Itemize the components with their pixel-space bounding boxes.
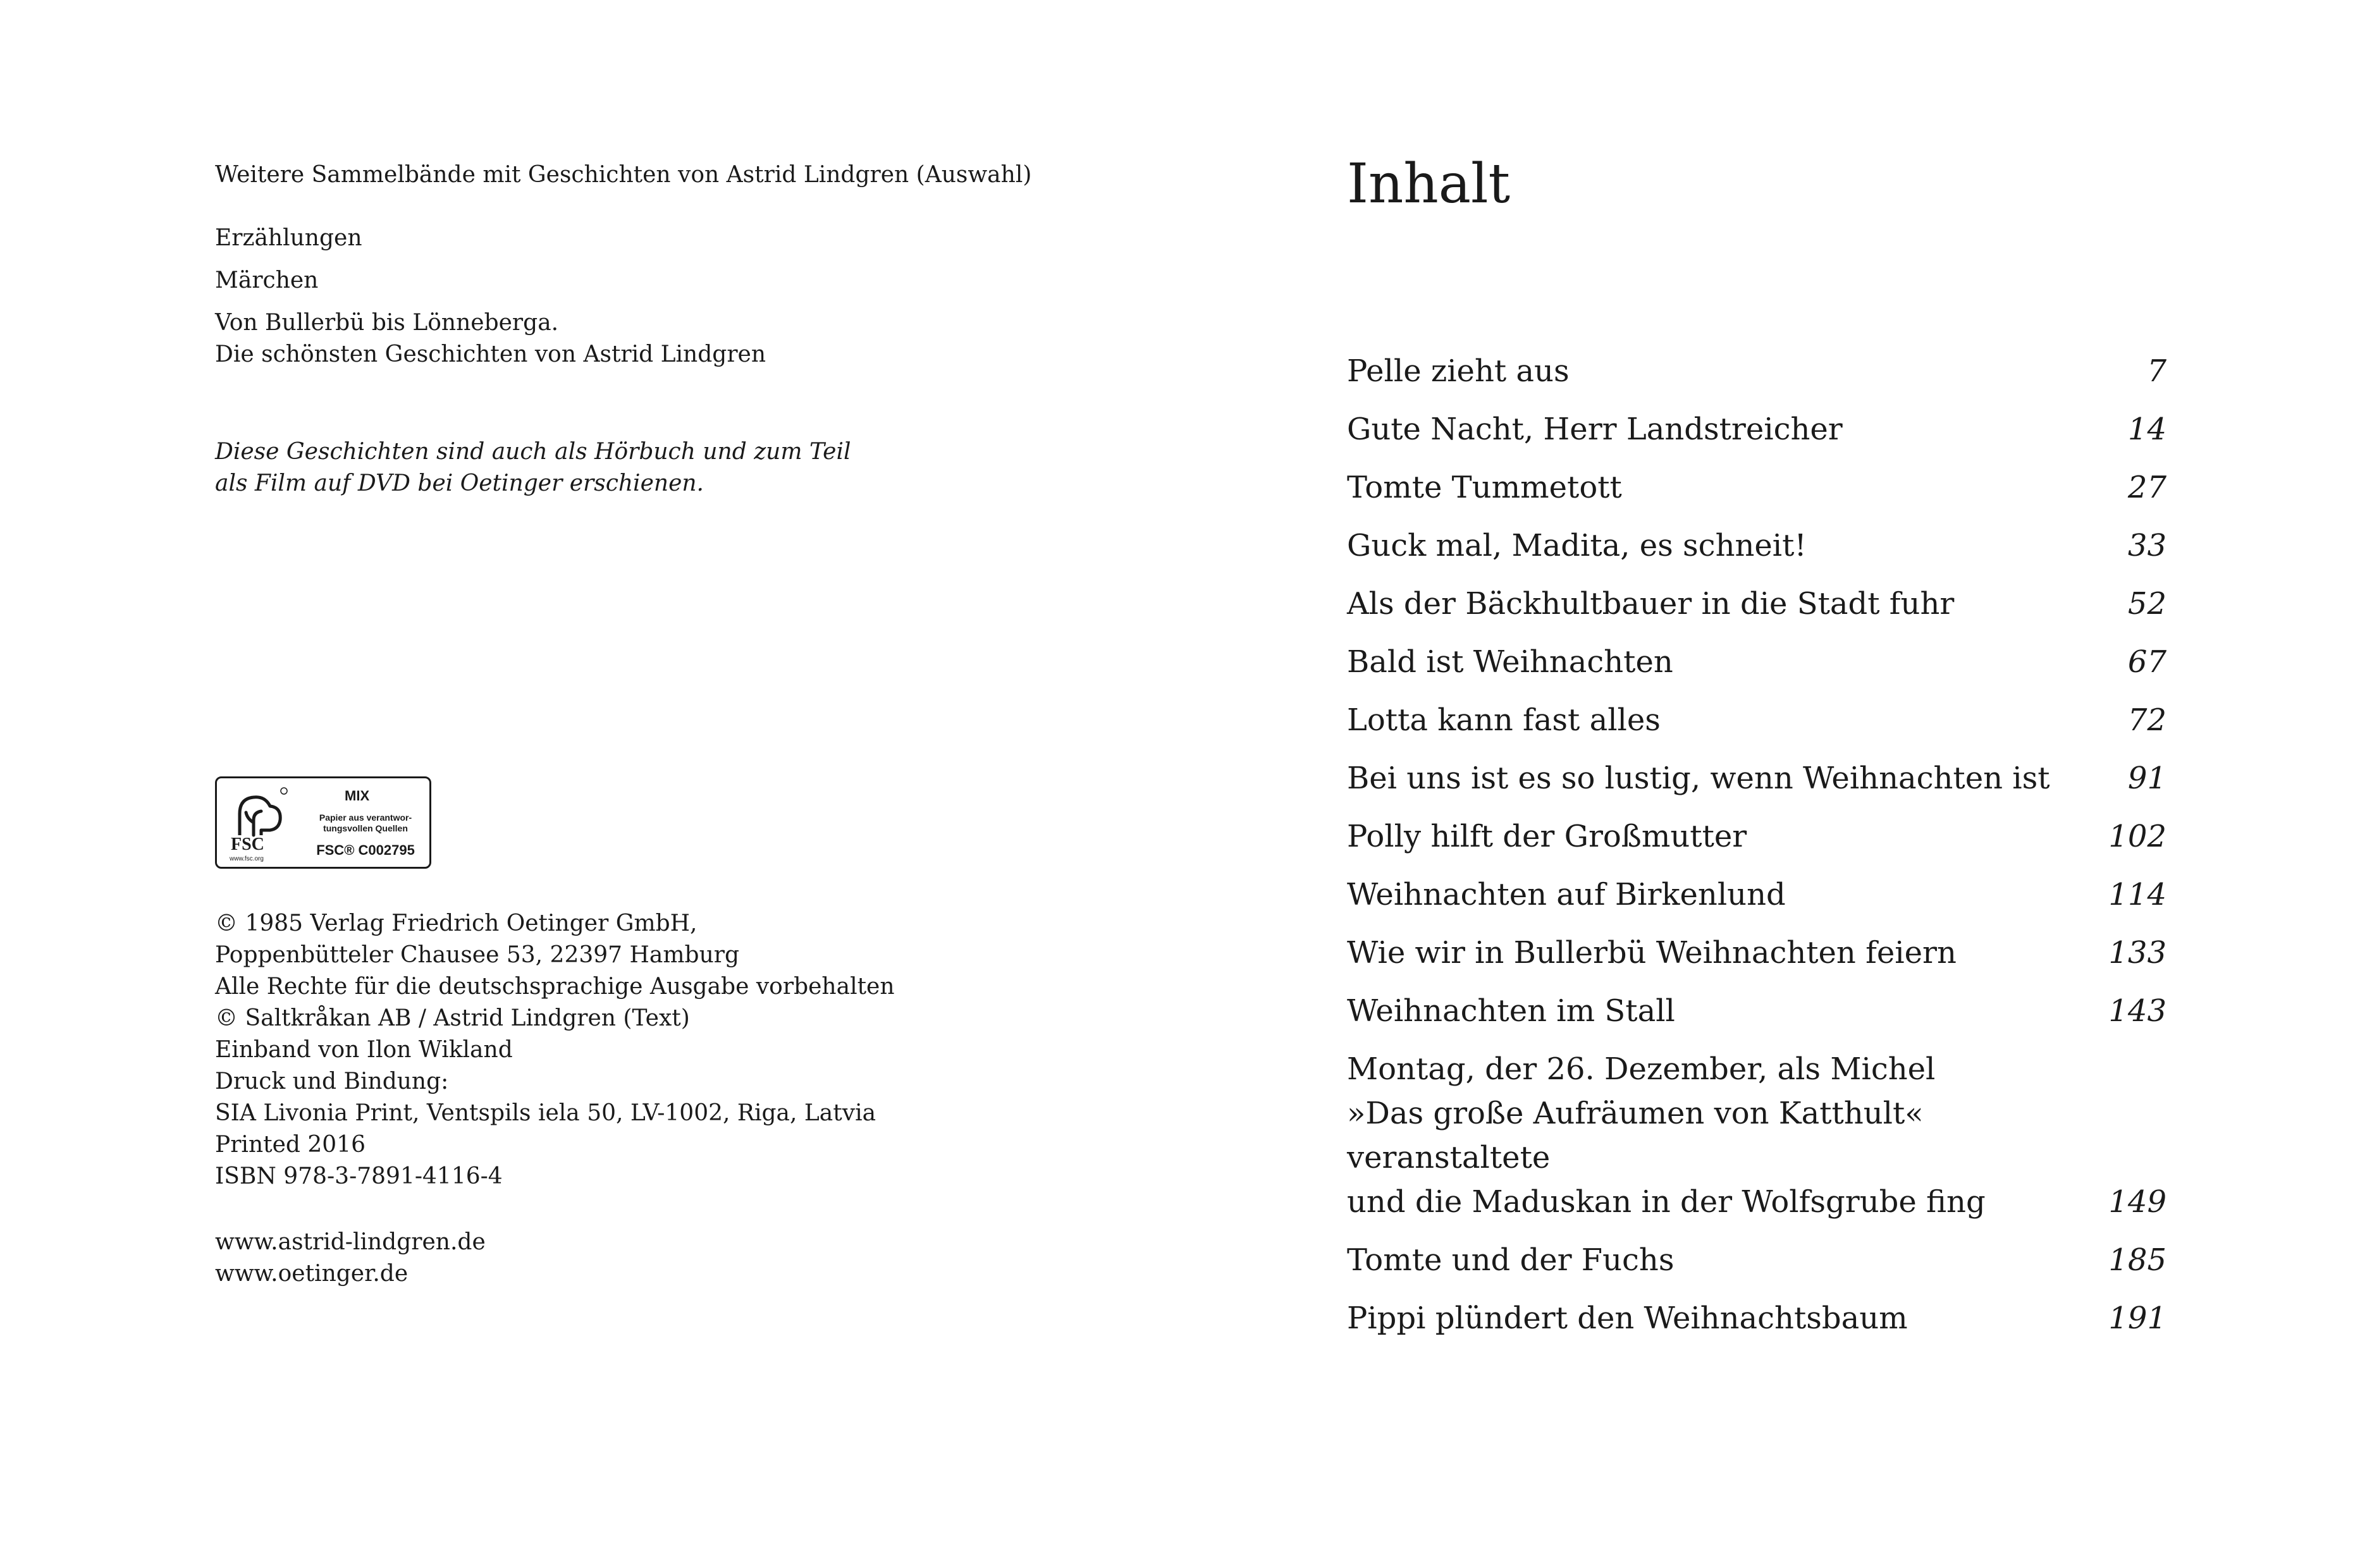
toc-entry-title: Weihnachten auf Birkenlund [1347, 877, 1786, 912]
series-list [215, 223, 766, 371]
toc-entry-title: Weihnachten im Stall [1347, 993, 1675, 1029]
toc-entry [1347, 524, 2166, 568]
fsc-description: Papier aus verantwor- tungsvollen Quellen [319, 812, 412, 833]
toc-entry [1347, 698, 2166, 742]
toc-entry-title: Als der Bäckhultbauer in die Stadt fuhr [1347, 586, 1955, 622]
toc-entry-title: Bei uns ist es so lustig, wenn Weihnachten ist [1347, 761, 2050, 796]
imprint: © 1985 Verlag Friedrich Oetinger GmbH, Poppenbütteler Chausee 53, 22397 Hamburg Alle Rechte für die deutschsprachige Ausgabe vorbehalten © Saltkråkan AB / Astrid Lindgren (Text) Einband von Ilon Wikland Druck und Bindung: SIA Livonia Print, Ventspils iela 50, LV-1002, Riga, Latvia Printed 2016 ISBN 978-3-7891-4116-4 [215, 910, 895, 1189]
toc-entry-page: 33 [2127, 528, 2166, 563]
fsc-url: www.fsc.org [230, 855, 264, 862]
toc-entry [1347, 873, 2166, 917]
toc-entry [1347, 465, 2166, 510]
toc-entry [1347, 931, 2166, 975]
toc-entry-page: 102 [2108, 819, 2166, 854]
toc-entry-title: Pippi plündert den Weihnachtsbaum [1347, 1301, 1908, 1336]
toc-entry-title: Polly hilft der Großmutter [1347, 819, 1747, 854]
toc-entry [1347, 1047, 2166, 1224]
toc-entry-page: 133 [2108, 935, 2166, 971]
toc-entry [1347, 814, 2166, 859]
toc-entry [1347, 349, 2166, 393]
series-item-maerchen: Märchen [215, 267, 319, 293]
toc-entry-title: Wie wir in Bullerbü Weihnachten feiern [1347, 935, 1957, 971]
toc-entry [1347, 1238, 2166, 1282]
toc-entry [1347, 756, 2166, 800]
fsc-logo [215, 776, 431, 869]
toc-entry-page: 67 [2127, 644, 2166, 680]
toc-list [1347, 349, 2166, 1354]
toc-entry-page: 143 [2108, 993, 2166, 1029]
toc-entry [1347, 640, 2166, 684]
toc-entry-title: Guck mal, Madita, es schneit! [1347, 528, 1807, 563]
toc-entry-title: Tomte Tummetott [1347, 470, 1622, 505]
toc-entry-page: 185 [2108, 1242, 2166, 1278]
fsc-brand: FSC [231, 835, 264, 854]
toc-entry-page: 72 [2127, 702, 2166, 738]
fsc-code: FSC® C002795 [316, 842, 415, 858]
toc-entry-page: 52 [2127, 586, 2166, 622]
toc-entry-page: 114 [2108, 877, 2166, 912]
toc-entry-title: Bald ist Weihnachten [1347, 644, 1673, 680]
toc-entry-page: 27 [2127, 470, 2166, 505]
audiobook-note: Diese Geschichten sind auch als Hörbuch und zum Teil als Film auf DVD bei Oetinger erschienen. [215, 439, 851, 496]
toc-entry-page: 191 [2108, 1301, 2166, 1336]
toc-entry [1347, 407, 2166, 451]
toc-entry-title: Pelle zieht aus [1347, 353, 1570, 389]
toc-entry [1347, 1296, 2166, 1340]
toc-entry-page: 7 [2147, 353, 2166, 389]
series-heading: Weitere Sammelbände mit Geschichten von Astrid Lindgren (Auswahl) [215, 162, 1032, 188]
series-item-bullerbue: Von Bullerbü bis Lönneberga. Die schönsten Geschichten von Astrid Lindgren [215, 310, 766, 367]
toc-entry-title: Tomte und der Fuchs [1347, 1242, 1675, 1278]
toc-entry [1347, 582, 2166, 626]
series-item-erzaehlungen: Erzählungen [215, 225, 362, 251]
toc-title: Inhalt [1347, 152, 1511, 216]
websites: www.astrid-lindgren.de www.oetinger.de [215, 1229, 486, 1287]
toc-entry-title: Montag, der 26. Dezember, als Michel »Das große Aufräumen von Katthult« veranstaltete und die Maduskan in der Wolfsgrube fing [1347, 1051, 1986, 1220]
toc-entry-title: Gute Nacht, Herr Landstreicher [1347, 412, 1843, 447]
toc-entry [1347, 989, 2166, 1033]
fsc-mix-label: MIX [345, 788, 370, 804]
toc-entry-page: 149 [2108, 1184, 2166, 1220]
toc-entry-title: Lotta kann fast alles [1347, 702, 1661, 738]
toc-entry-page: 14 [2127, 412, 2166, 447]
toc-entry-page: 91 [2127, 761, 2166, 796]
